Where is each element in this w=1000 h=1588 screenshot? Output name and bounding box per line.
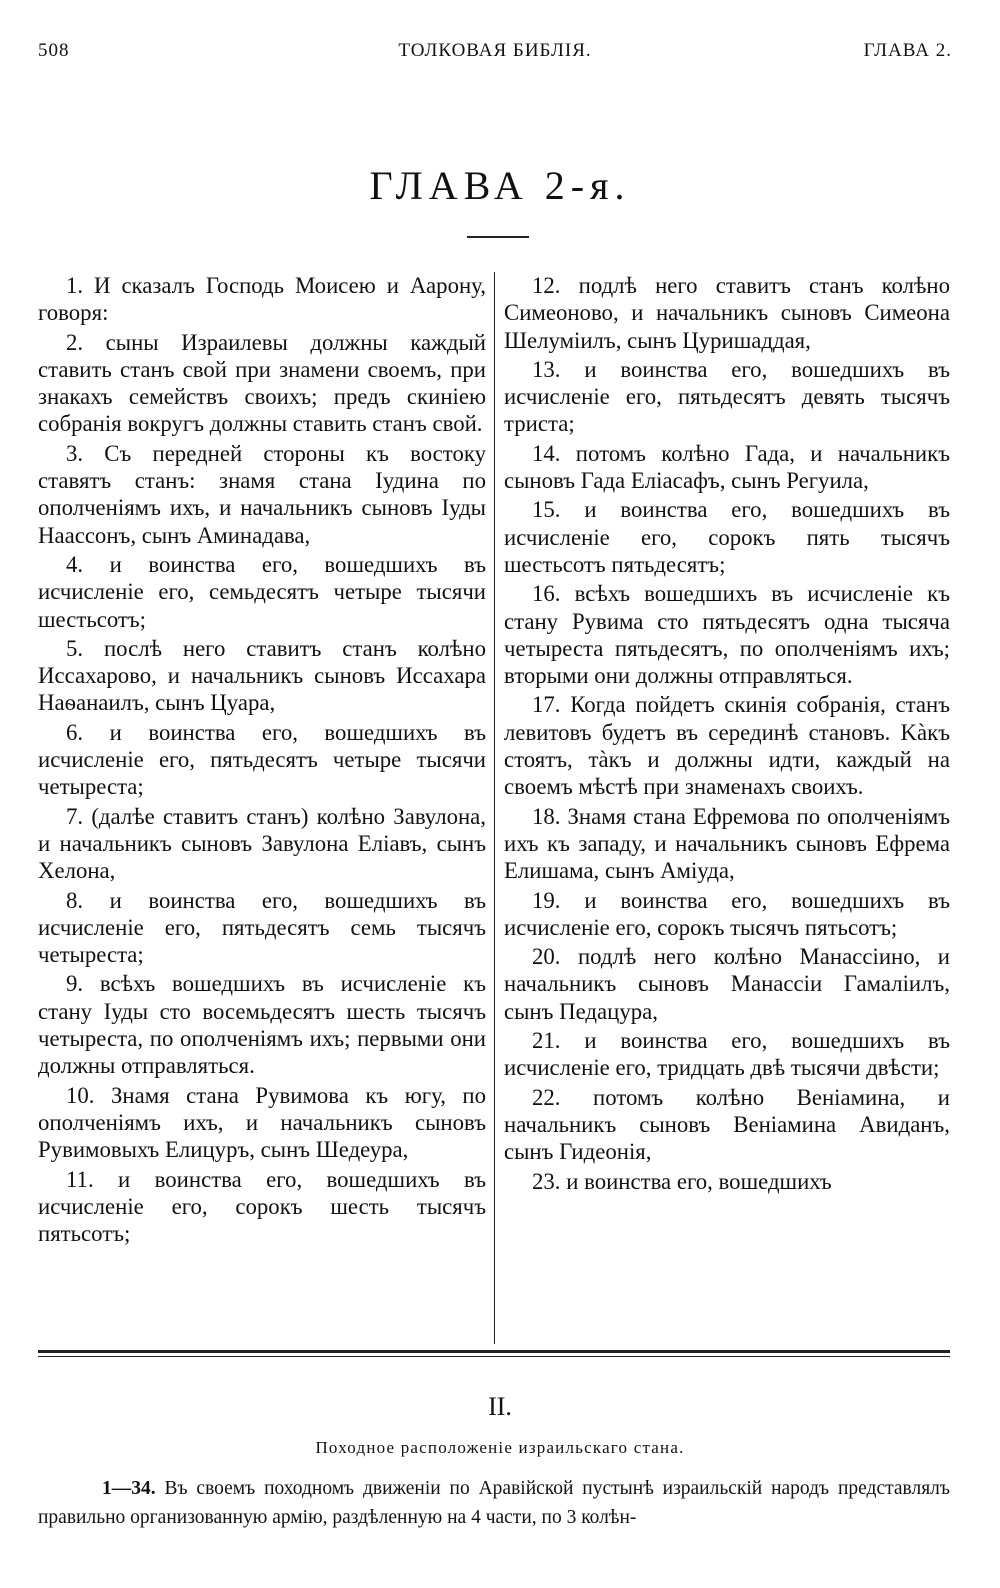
verse: 12. подлѣ него ставитъ станъ колѣно Симеоново, и начальникъ сыновъ Симеона Шелуміилъ, сынъ Цуришаддая, bbox=[504, 273, 950, 353]
commentary-section-number: II. bbox=[488, 1392, 512, 1421]
running-chapter-label: ГЛАВА 2. bbox=[863, 40, 952, 61]
verse: 22. потомъ колѣно Веніамина, и начальникъ сыновъ Веніамина Авиданъ, сынъ Гидеонія, bbox=[504, 1084, 950, 1165]
verse: 4. и воинства его, вошедшихъ въ исчисленіе его, семьдесятъ четыре тысячи шестьсотъ; bbox=[38, 551, 486, 632]
commentary-text: Въ своемъ походномъ движеніи по Аравійской пустынѣ израильскій народъ представлялъ правильно организованную армію, раздѣленную на 4 части, по 3 колѣн- bbox=[38, 1478, 951, 1528]
verse-columns bbox=[38, 272, 950, 1344]
verse: 11. и воинства его, вошедшихъ въ исчисленіе его, сорокъ шесть тысячъ пятьсотъ; bbox=[38, 1166, 486, 1247]
verse: 17. Когда пойдетъ скинія собранія, станъ левитовъ будетъ въ серединѣ становъ. Kàкъ стоятъ, тàкъ и должны идти, каждый на своемъ мѣстѣ при знаменахъ своихъ. bbox=[504, 692, 950, 800]
verse: 2. сыны Израилевы должны каждый ставить станъ свой при знамени своемъ, при знакахъ семействъ своихъ; предъ скиніею собранія вокругъ должны ставить станъ свой. bbox=[38, 329, 486, 437]
verse: 7. (далѣе ставитъ станъ) колѣно Завулона, и начальникъ сыновъ Завулона Еліавъ, сынъ Хелона, bbox=[38, 803, 486, 884]
page-number: 508 bbox=[38, 40, 70, 61]
verse: 20. подлѣ него колѣно Манассіино, и начальникъ сыновъ Манассіи Гамаліилъ, сынъ Педацура, bbox=[504, 944, 950, 1024]
left-column bbox=[38, 272, 486, 1247]
commentary-section-title: Походное расположеніе израильскаго стана. bbox=[315, 1438, 685, 1457]
commentary-verse-range: 1—34. bbox=[102, 1478, 156, 1499]
verse: 23. и воинства его, вошедшихъ bbox=[532, 1168, 832, 1194]
verse: 1. И сказалъ Господь Моисею и Аарону, говоря: bbox=[38, 273, 486, 326]
running-head bbox=[38, 40, 952, 70]
verse: 3. Съ передней стороны къ востоку ставятъ станъ: знамя стана Іудина по ополченіямъ ихъ, и начальникъ сыновъ Іуды Наассонъ, сынъ Аминадава, bbox=[38, 440, 486, 548]
verse: 10. Знамя стана Рувимова къ югу, по ополченіямъ ихъ, и начальникъ сыновъ Рувимовыхъ Елицуръ, сынъ Шедеура, bbox=[38, 1082, 486, 1163]
section-rule bbox=[38, 1350, 950, 1353]
title-rule bbox=[467, 236, 529, 238]
verse: 9. всѣхъ вошедшихъ въ исчисленіе къ стану Іуды сто восемьдесятъ шесть тысячъ четыреста, по ополченіямъ ихъ; первыми они должны отправляться. bbox=[38, 971, 486, 1079]
running-title: ТОЛКОВАЯ БИБЛІЯ. bbox=[398, 40, 592, 61]
verse: 6. и воинства его, вошедшихъ въ исчисленіе его, пятьдесятъ четыре тысячи четыреста; bbox=[38, 719, 486, 800]
verse: 5. послѣ него ставитъ станъ колѣно Иссахарово, и начальникъ сыновъ Иссахара Наѳанаилъ, сынъ Цуара, bbox=[38, 635, 486, 716]
chapter-title: ГЛАВА 2-я. bbox=[369, 163, 631, 208]
verse: 19. и воинства его, вошедшихъ въ исчисленіе его, сорокъ тысячъ пятьсотъ; bbox=[504, 887, 950, 940]
section-rule-thin bbox=[38, 1356, 950, 1357]
commentary-paragraph bbox=[38, 1474, 950, 1532]
verse: 13. и воинства его, вошедшихъ въ исчисленіе его, пятьдесятъ девять тысячъ триста; bbox=[504, 356, 950, 437]
verse: 14. потомъ колѣно Гада, и начальникъ сыновъ Гада Еліасафъ, сынъ Регуила, bbox=[504, 440, 950, 494]
right-column bbox=[504, 272, 950, 1195]
column-divider bbox=[494, 272, 495, 1344]
verse: 8. и воинства его, вошедшихъ въ исчисленіе его, пятьдесятъ семь тысячъ четыреста; bbox=[38, 887, 486, 968]
verse: 16. всѣхъ вошедшихъ въ исчисленіе къ стану Рувима сто пятьдесятъ одна тысяча четыреста пятьдесятъ, по ополченіямъ ихъ; вторыми они должны отправляться. bbox=[504, 581, 950, 689]
verse: 21. и воинства его, вошедшихъ въ исчисленіе его, тридцать двѣ тысячи двѣсти; bbox=[504, 1028, 950, 1081]
verse: 15. и воинства его, вошедшихъ въ исчисленіе его, сорокъ пять тысячъ шестьсотъ пятьдесятъ; bbox=[504, 497, 950, 577]
verse: 18. Знамя стана Ефремова по ополченіямъ ихъ къ западу, и начальникъ сыновъ Ефрема Елишама, сынъ Аміуда, bbox=[504, 803, 950, 884]
